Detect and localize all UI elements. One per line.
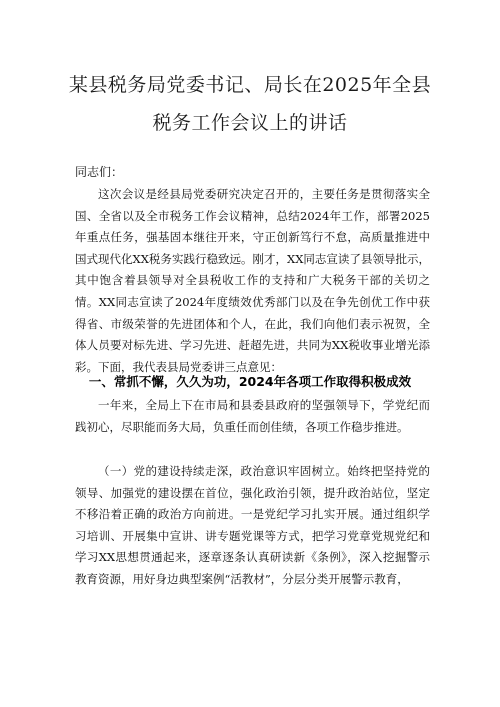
party-building-paragraph: （一）党的建设持续走深，政治意识牢固树立。始终把坚持党的领导、加强党的建设摆在首位，强化政治引领，提升政治站位，坚定不移沿着正确的政治方向前进。一是党纪学习扎实开展。通过组织学习培训、开展集中宣讲、讲专题党课等方式，把学习党章党规党纪和学习XX思想贯通起来，逐章逐条认真研读新《条例》，深入挖掘警示教育资源，用好身边典型案例“活教材”，分层分类开展警示教育， (75, 464, 430, 586)
summary-paragraph: 一年来，全局上下在市局和县委县政府的坚强领导下，学党纪而践初心，尽职能而务大局，负重任而创佳绩，各项工作稳步推进。 (75, 398, 430, 434)
document-title-line-1: 某县税务局党委书记、局长在2025年全县 (68, 74, 432, 96)
salutation: 同志们： (75, 165, 124, 179)
opening-paragraph: 这次会议是经县局党委研究决定召开的，主要任务是贯彻落实全国、全省以及全市税务工作会议精神，总结2024年工作，部署2025年重点任务，强基固本继往开来，守正创新笃行不怠，高质量推进中国式现代化XX税务实践行稳致远。刚才，XX同志宣读了县领导批示，其中饱含着县领导对全县税收工作的支持和广大税务干部的关切之情。XX同志宣读了2024年度绩效优秀部门以及在争先创优工作中获得省、市级荣誉的先进团体和个人，在此，我们向他们表示祝贺，全体人员要对标先进、学习先进、赶超先进，共同为XX税收事业增光添彩。下面，我代表县局党委讲三点意见： (75, 187, 430, 374)
section-heading: 一、常抓不懈，久久为功，2024年各项工作取得积极成效 (88, 374, 412, 389)
document-title-line-2: 税务工作会议上的讲话 (152, 112, 348, 134)
